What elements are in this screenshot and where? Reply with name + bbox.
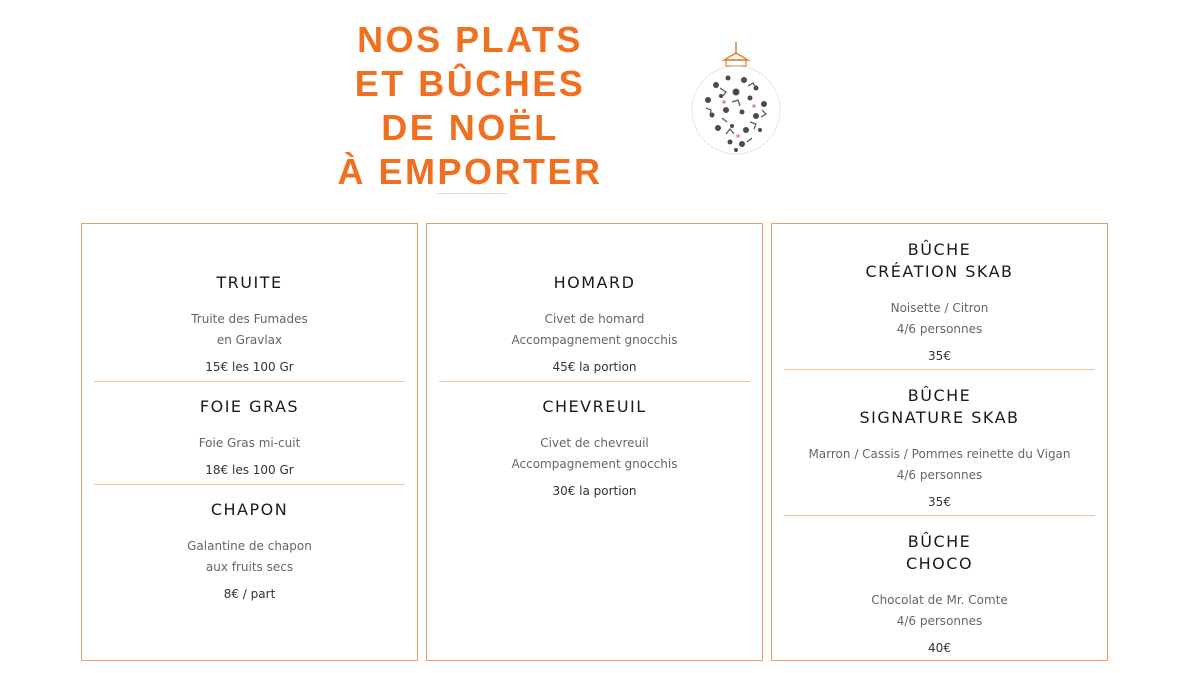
item-description xyxy=(439,433,750,475)
item-name: FOIE GRAS xyxy=(199,397,300,416)
menu-item xyxy=(94,272,405,376)
item-name-line: BÛCHE xyxy=(907,240,972,259)
item-name-line: SIGNATURE SKAB xyxy=(859,408,1020,427)
item-description-line: Civet de chevreuil xyxy=(540,436,649,450)
item-name: CHEVREUIL xyxy=(542,397,647,416)
page-title xyxy=(300,18,640,194)
menu-column-mains-1 xyxy=(81,223,418,661)
item-description-line: 4/6 personnes xyxy=(896,322,983,336)
item-name xyxy=(784,239,1095,283)
divider xyxy=(94,381,405,382)
item-description-line: Truite des Fumades xyxy=(191,312,308,326)
title-line: DE NOËL xyxy=(381,107,559,148)
item-name xyxy=(784,385,1095,429)
item-description xyxy=(94,309,405,351)
item-description-line: aux fruits secs xyxy=(205,560,294,574)
menu-item xyxy=(784,531,1095,657)
item-description-line: 4/6 personnes xyxy=(896,468,983,482)
divider xyxy=(784,369,1095,370)
item-description-line: Foie Gras mi-cuit xyxy=(198,436,301,450)
item-description-line: en Gravlax xyxy=(216,333,283,347)
item-description xyxy=(94,536,405,578)
title-underline xyxy=(437,193,507,194)
item-price: 30€ la portion xyxy=(552,484,637,498)
title-line: NOS PLATS xyxy=(357,19,583,60)
divider xyxy=(439,381,750,382)
item-price: 40€ xyxy=(928,641,951,655)
item-price: 18€ les 100 Gr xyxy=(205,463,294,477)
item-price: 45€ la portion xyxy=(552,360,637,374)
item-price: 35€ xyxy=(928,495,951,509)
item-description-line: Accompagnement gnocchis xyxy=(511,333,678,347)
item-description-line: Civet de homard xyxy=(544,312,645,326)
item-description-line: Marron / Cassis / Pommes reinette du Vigan xyxy=(808,447,1071,461)
menu-item xyxy=(784,385,1095,511)
menu-item xyxy=(784,239,1095,365)
item-name xyxy=(784,531,1095,575)
item-description xyxy=(784,590,1095,632)
item-description-line: Galantine de chapon xyxy=(187,539,312,553)
christmas-bauble-icon xyxy=(686,40,786,160)
menu-item xyxy=(439,396,750,500)
menu-column-mains-2 xyxy=(426,223,763,661)
item-description-line: Noisette / Citron xyxy=(890,301,989,315)
divider xyxy=(94,484,405,485)
title-line: À EMPORTER xyxy=(337,151,603,192)
item-name: TRUITE xyxy=(216,273,283,292)
item-description-line: Chocolat de Mr. Comte xyxy=(871,593,1008,607)
item-price: 8€ / part xyxy=(223,587,276,601)
menu-item xyxy=(94,396,405,479)
item-price: 35€ xyxy=(928,349,951,363)
item-name-line: CRÉATION SKAB xyxy=(865,262,1014,281)
item-name: CHAPON xyxy=(210,500,289,519)
item-description xyxy=(784,298,1095,340)
item-name: HOMARD xyxy=(553,273,636,292)
item-name-line: BÛCHE xyxy=(907,386,972,405)
menu-item xyxy=(439,272,750,376)
item-name-line: BÛCHE xyxy=(907,532,972,551)
menu-item xyxy=(94,499,405,603)
divider xyxy=(784,515,1095,516)
item-price: 15€ les 100 Gr xyxy=(205,360,294,374)
item-description-line: Accompagnement gnocchis xyxy=(511,457,678,471)
item-name-line: CHOCO xyxy=(905,554,974,573)
menu-column-buches xyxy=(771,223,1108,661)
item-description-line: 4/6 personnes xyxy=(896,614,983,628)
item-description xyxy=(94,433,405,454)
title-line: ET BÛCHES xyxy=(354,63,586,104)
item-description xyxy=(439,309,750,351)
item-description xyxy=(784,444,1095,486)
